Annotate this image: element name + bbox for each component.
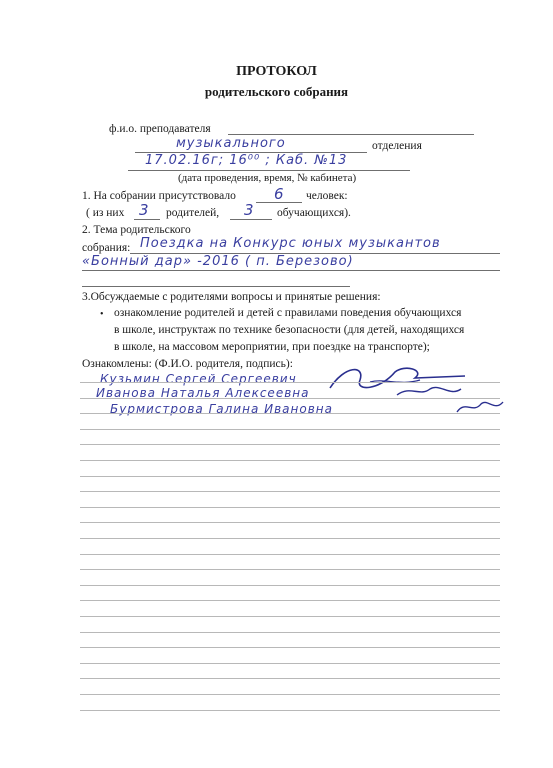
topic-underline-3 (82, 286, 350, 287)
ruled-line (80, 491, 500, 492)
ruled-line (80, 429, 500, 430)
students-label: обучающихся). (277, 207, 351, 219)
date-underline (128, 170, 410, 171)
ruled-line (80, 522, 500, 523)
signature-name-3: Бурмистрова Галина Ивановна (110, 402, 333, 416)
issue-line-3: в школе, на массовом мероприятии, при поездке на транспорте); (114, 341, 430, 353)
parents-underline (134, 219, 160, 220)
ruled-line (80, 476, 500, 477)
students-underline (230, 219, 272, 220)
ruled-line (80, 694, 500, 695)
ruled-line (80, 554, 500, 555)
issues-heading: 3.Обсуждаемые с родителями вопросы и принятые решения: (82, 291, 381, 303)
ruled-line (80, 600, 500, 601)
attendance-value: 6 (274, 185, 285, 203)
parents-value: 3 (139, 201, 150, 219)
date-caption: (дата проведения, время, № кабинета) (178, 172, 357, 184)
topic-value-2: «Бонный дар» -2016 ( п. Березово) (82, 254, 354, 269)
acquainted-label: Ознакомлены: (Ф.И.О. родителя, подпись): (82, 358, 293, 370)
topic-line1: 2. Тема родительского (82, 224, 191, 236)
ruled-line (80, 663, 500, 664)
topic-underline-2 (82, 270, 500, 271)
ruled-line (80, 710, 500, 711)
document-title: ПРОТОКОЛ (236, 64, 317, 79)
ruled-line (80, 538, 500, 539)
date-value: 17.02.16г; 16⁰⁰ ; Каб. №13 (145, 153, 348, 168)
ruled-line (80, 616, 500, 617)
attendance-prefix: 1. На собрании присутствовало (82, 190, 236, 202)
attendance-suffix: человек: (306, 190, 348, 202)
ruled-line (80, 398, 500, 399)
signature-scribble-3 (455, 398, 505, 418)
issue-bullet: • (100, 309, 104, 320)
ruled-line (80, 413, 500, 414)
topic-value-1: Поездка на Конкурс юных музыкантов (140, 236, 441, 251)
signature-name-2: Иванова Наталья Алексеевна (96, 386, 310, 400)
signature-name-1: Кузьмин Сергей Сергеевич (100, 372, 297, 386)
ruled-line (80, 507, 500, 508)
department-label: отделения (372, 140, 422, 152)
ruled-line (80, 460, 500, 461)
ruled-line (80, 444, 500, 445)
parents-label: родителей, (166, 207, 220, 219)
issue-line-2: в школе, инструктаж по технике безопасности (для детей, находящихся (114, 324, 465, 336)
ruled-line (80, 632, 500, 633)
topic-label: собрания: (82, 242, 131, 254)
ruled-line (80, 382, 500, 383)
issue-line-1: ознакомление родителей и детей с правилами поведения обучающихся (114, 307, 462, 319)
teacher-value: музыкального (176, 136, 286, 151)
ruled-line (80, 678, 500, 679)
ruled-line (80, 569, 500, 570)
students-value: 3 (244, 201, 255, 219)
attendance-underline (256, 202, 302, 203)
teacher-underline (228, 134, 474, 135)
breakdown-prefix: ( из них (86, 207, 125, 219)
ruled-line (80, 585, 500, 586)
document-subtitle: родительского собрания (204, 84, 349, 99)
ruled-line (80, 647, 500, 648)
teacher-label: ф.и.о. преподавателя (109, 123, 211, 135)
